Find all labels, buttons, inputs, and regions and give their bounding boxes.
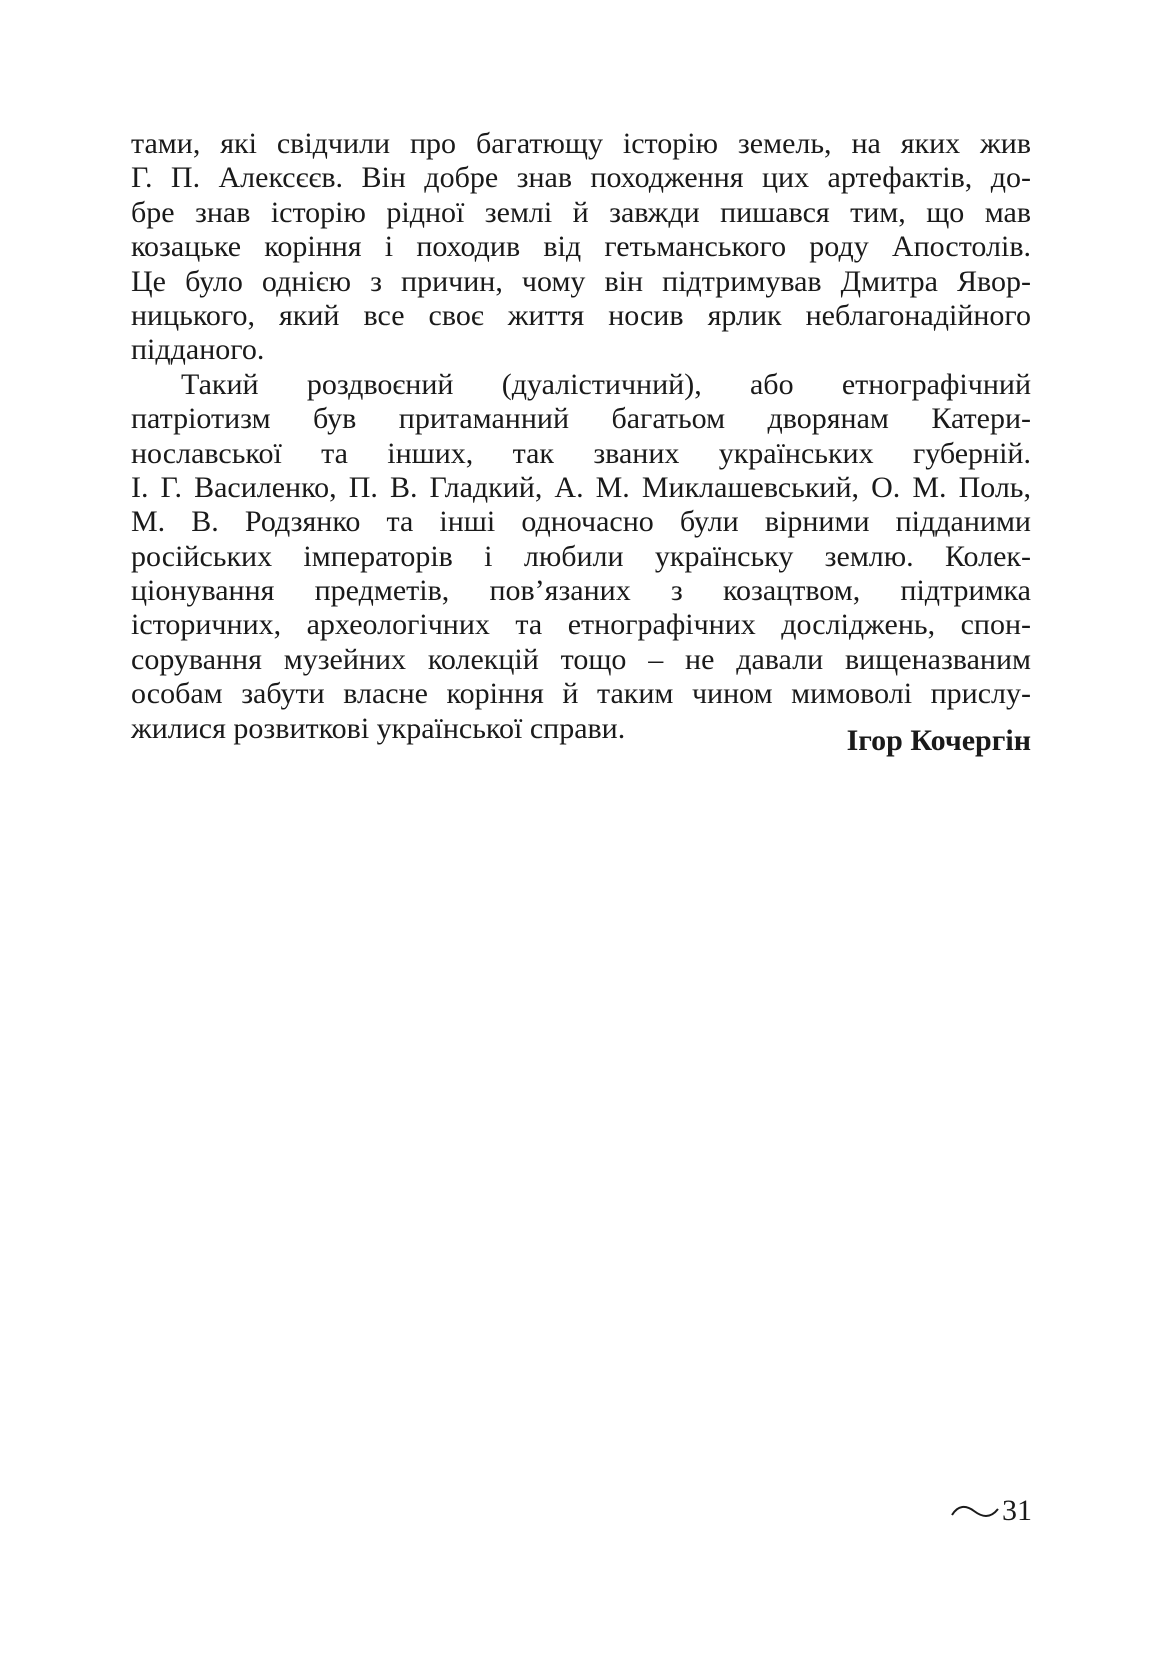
- text-line: патріотизм був притаманний багатьом дворянам Катери-: [131, 402, 1031, 436]
- text-line: тами, які свідчили про багатющу історію земель, на яких жив: [131, 127, 1031, 160]
- text-line: М. В. Родзянко та інші одночасно були вірними підданими: [131, 505, 1031, 539]
- text-line: нославської та інших, так званих українських губерній.: [131, 436, 1031, 470]
- text-line: російських імператорів і любили українську землю. Колек-: [131, 539, 1031, 573]
- text-line: Це було однією з причин, чому він підтримував Дмитра Явор-: [131, 264, 1031, 298]
- text-line: бре знав історію рідної землі й завжди пишався тим, що мав: [131, 195, 1031, 229]
- text-line: історичних, археологічних та етнографічних досліджень, спон-: [131, 608, 1031, 642]
- tilde-swash-ornament-icon: [950, 1501, 1000, 1521]
- text-line: І. Г. Василенко, П. В. Гладкий, А. М. Миклашевський, О. М. Поль,: [131, 470, 1031, 504]
- text-line: особам забути власне коріння й таким чином мимоволі прислу-: [131, 677, 1031, 711]
- body-text: [131, 127, 1031, 746]
- text-line: Такий роздвоєний (дуалістичний), або етнографічний: [181, 367, 1031, 401]
- text-line: жилися розвиткові української справи.: [131, 711, 626, 745]
- author-signature: Ігор Кочергін: [846, 724, 1031, 757]
- page-number-footer: [950, 1496, 1032, 1526]
- text-line: Г. П. Алексєєв. Він добре знав походження цих артефактів, до-: [131, 161, 1031, 195]
- text-line: козацьке коріння і походив від гетьманського роду Апостолів.: [131, 230, 1031, 264]
- text-line: підданого.: [131, 333, 265, 367]
- text-line: ціонування предметів, пов’язаних з козацтвом, підтримка: [131, 574, 1031, 608]
- text-line: ницького, який все своє життя носив ярлик неблагонадійного: [131, 298, 1031, 332]
- text-line: сорування музейних колекцій тощо – не давали вищеназваним: [131, 642, 1031, 676]
- page-number: 31: [1002, 1494, 1032, 1527]
